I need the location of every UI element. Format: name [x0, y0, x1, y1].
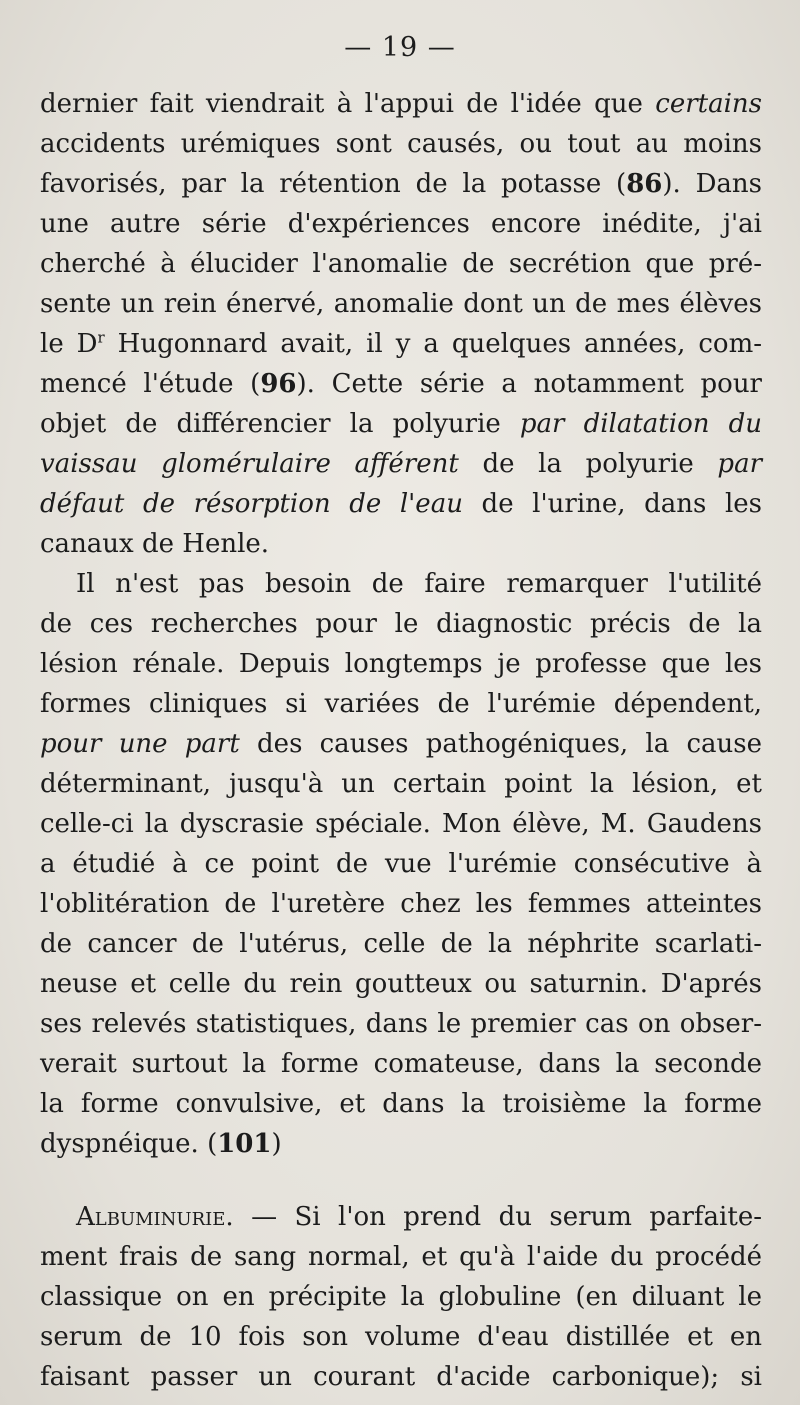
text-line: faisant passer un courant d'acide carbonique); si [40, 1362, 762, 1392]
paragraph-last-line [40, 524, 762, 564]
text-line: favorisés, par la rétention de la potasse (86). Dans [40, 169, 763, 199]
text-line: vaissau glomérulaire afférent de la polyurie par [40, 449, 762, 479]
text-line: cherché à élucider l'anomalie de secrétion que pré- [40, 249, 762, 279]
italic-text: pour une part [40, 729, 240, 759]
text-line: ment frais de sang normal, et qu'à l'aide du procédé [40, 1242, 762, 1272]
text-line: le $D^r$ Hugonnard avait, il y a quelques années, com- [40, 328, 763, 359]
paragraph-uremia-forms [40, 564, 762, 1124]
reference-number: 101 [217, 1129, 272, 1159]
text-line: sente un rein énervé, anomalie dont un de mes élèves [40, 289, 762, 319]
text-line: Albuminurie. — Si l'on prend du serum parfaite- [76, 1202, 762, 1232]
text-line: celle-ci la dyscrasie spéciale. Mon élève, M. Gaudens [40, 809, 762, 839]
text-line: l'oblitération de l'uretère chez les femmes atteintes [40, 889, 762, 919]
superscript: r [97, 328, 105, 347]
italic-text: certains [655, 89, 762, 119]
text-line: Il n'est pas besoin de faire remarquer l'utilité [76, 569, 762, 599]
text-line: pour une part des causes pathogéniques, la cause [40, 729, 762, 759]
text-line: verait surtout la forme comateuse, dans la seconde [40, 1049, 762, 1079]
italic-text: par [717, 449, 762, 479]
text-line: dernier fait viendrait à l'appui de l'idée que certains [40, 89, 762, 119]
text-line: de cancer de l'utérus, celle de la néphrite scarlati- [40, 929, 762, 959]
text-line: a étudié à ce point de vue l'urémie consécutive à [40, 849, 762, 879]
text-line: accidents urémiques sont causés, ou tout au moins [40, 129, 762, 159]
section-heading: Albuminurie. [76, 1202, 234, 1232]
text-line: déterminant, jusqu'à un certain point la lésion, et [40, 769, 762, 799]
text-line: de ces recherches pour le diagnostic précis de la [40, 609, 762, 639]
text-line: ses relevés statistiques, dans le premier cas on obser- [40, 1009, 762, 1039]
page-number: — 19 — [344, 32, 456, 63]
text-line: mencé l'étude (96). Cette série a notamment pour [40, 369, 762, 399]
text-body [40, 84, 762, 1397]
text-line: serum de 10 fois son volume d'eau distillée et en [40, 1322, 762, 1352]
text-line: la forme convulsive, et dans la troisième la forme [40, 1089, 762, 1119]
text-line: classique on en précipite la globuline (en diluant le [40, 1282, 762, 1312]
italic-text: défaut de résorption de l'eau [40, 489, 463, 519]
paragraph-albuminuria [40, 1197, 762, 1397]
italic-text: vaissau glomérulaire afférent [40, 449, 459, 479]
text-line: dyspnéique. ( [40, 1129, 218, 1159]
text-line: neuse et celle du rein goutteux ou saturnin. D'aprés [40, 969, 762, 999]
text-line: une autre série d'expériences encore inédite, j'ai [40, 209, 762, 239]
text-line: objet de différencier la polyurie par dilatation du [40, 409, 762, 439]
text-line: lésion rénale. Depuis longtemps je professe que les [40, 649, 762, 679]
text-line: canaux de Henle. [40, 529, 270, 559]
italic-text: par dilatation du [519, 409, 762, 439]
section-gap [40, 1164, 762, 1197]
reference-number: 86 [626, 169, 663, 199]
text-line: formes cliniques si variées de l'urémie dépendent, [40, 689, 762, 719]
paragraph-last-line: dyspnéique. (101) [40, 1129, 282, 1159]
text-line: défaut de résorption de l'eau de l'urine, dans les [40, 489, 763, 519]
reference-number: 96 [260, 369, 297, 399]
paragraph-uremia-experiments [40, 84, 762, 524]
